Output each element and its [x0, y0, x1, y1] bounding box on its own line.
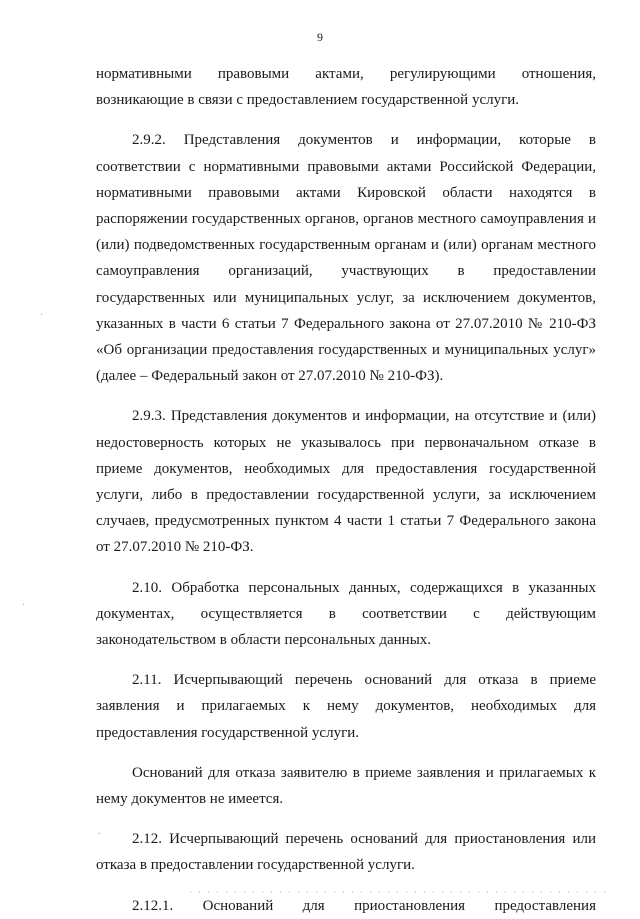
word: предоставления	[494, 897, 596, 914]
scan-artifact: ·	[40, 310, 44, 321]
word: для	[302, 897, 325, 914]
paragraph: Оснований для отказа заявителю в приеме заявления и прилагаемых к нему документов не имеется.	[96, 764, 596, 808]
scan-artifact: .	[98, 826, 101, 837]
paragraph-last-line	[96, 893, 596, 919]
document-body	[96, 61, 596, 919]
scan-noise	[190, 891, 610, 893]
paragraph: 2.10. Обработка персональных данных, содержащихся в указанных документах, осуществляется в соответствии с действующим законодательством в области персональных данных.	[96, 579, 596, 649]
word: Оснований	[202, 897, 274, 914]
word: приостановления	[354, 897, 466, 914]
paragraph: 2.9.3. Представления документов и информации, на отсутствие и (или) недостоверность которых не указывалось при первоначальном отказе в приеме документов, необходимых для предоставления государственной услуги, либо в предоставлении государственной услуги, за исключением случаев, предусмотренных пунктом 4 части 1 статьи 7 Федерального закона от 27.07.2010 № 210-ФЗ.	[96, 408, 596, 556]
section-number: 2.12.1.	[132, 897, 174, 914]
paragraph: 2.12. Исчерпывающий перечень оснований для приостановления или отказа в предоставлении государственной услуги.	[96, 831, 596, 874]
paragraph: 2.11. Исчерпывающий перечень оснований для отказа в приеме заявления и прилагаемых к нему документов, необходимых для предоставления государственной услуги.	[96, 672, 596, 741]
scan-artifact: ·	[22, 600, 26, 611]
paragraph: 2.9.2. Представления документов и информации, которые в соответствии с нормативными правовыми актами Российской Федерации, нормативными правовыми актами Кировской области находятся в распоряжении государственных органов, органов местного самоуправления и (или) подведомственных государственным органам и (или) органам местного самоуправления организаций, участвующих в предоставлении государственных или муниципальных услуг, за исключением документов, указанных в части 6 статьи 7 Федерального закона от 27.07.2010 № 210-ФЗ «Об организации предоставления государственных и муниципальных услуг» (далее – Федеральный закон от 27.07.2010 № 210-ФЗ).	[96, 132, 596, 385]
page-number: 9	[317, 30, 323, 44]
paragraph: нормативными правовыми актами, регулирующими отношения, возникающие в связи с предоставлением государственной услуги.	[96, 66, 596, 109]
